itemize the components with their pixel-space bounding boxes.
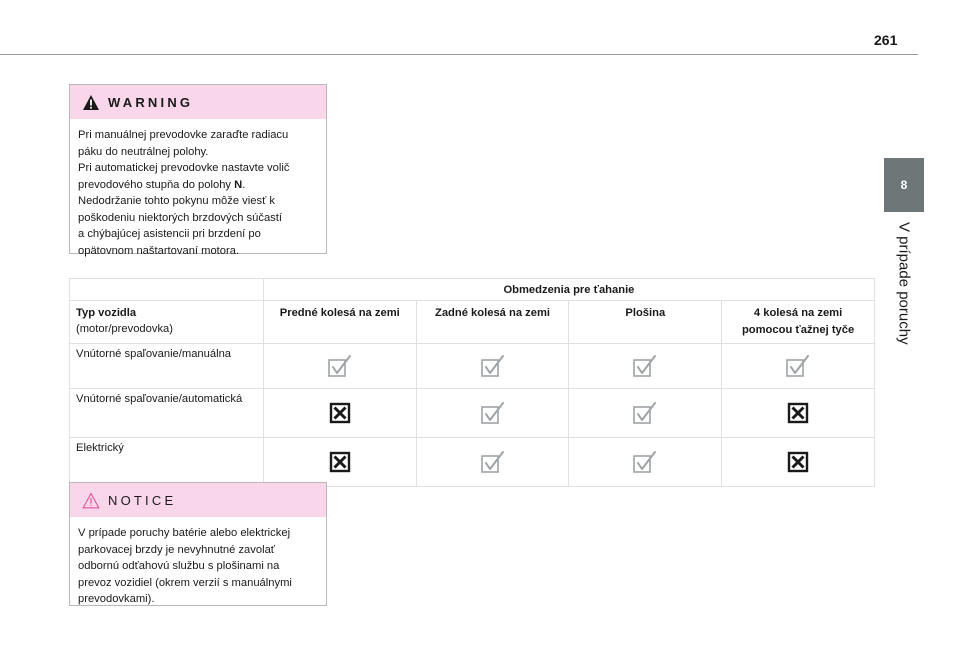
column-four-wheels-line1: 4 kolesá na zemi xyxy=(753,307,843,319)
cross-mark-icon xyxy=(327,450,353,474)
gear-position-n: N xyxy=(234,178,243,191)
mark-cell xyxy=(569,438,722,487)
table-row xyxy=(70,438,875,487)
warning-line-part: . xyxy=(242,178,246,191)
cross-mark-icon xyxy=(327,401,353,425)
check-mark-icon xyxy=(480,450,506,474)
warning-line-part: prevodového stupňa do polohy xyxy=(78,178,235,191)
notice-triangle-icon xyxy=(82,492,100,509)
notice-line: prevoz vozidiel (okrem verzií s manuálnymi xyxy=(78,576,292,589)
header-rule xyxy=(0,54,918,55)
mark-cell xyxy=(263,389,416,438)
towing-limits-header: Obmedzenia pre ťahanie xyxy=(263,279,874,301)
vehicle-type-subtitle: (motor/prevodovka) xyxy=(76,323,173,335)
notice-line: prevodovkami). xyxy=(78,593,155,605)
row-label: Elektrický xyxy=(70,438,264,487)
mark-cell xyxy=(263,344,416,389)
warning-line: opätovnom naštartovaní motora. xyxy=(78,244,240,257)
warning-box xyxy=(69,84,327,257)
mark-cell xyxy=(263,438,416,487)
warning-line: páku do neutrálnej polohy. xyxy=(78,145,209,158)
column-four-wheels xyxy=(722,301,875,344)
table-row xyxy=(70,389,875,438)
towing-limitations-table xyxy=(69,278,875,487)
column-four-wheels-line2: pomocou ťažnej tyče xyxy=(741,324,855,336)
row-label: Vnútorné spaľovanie/automatická xyxy=(70,389,264,438)
warning-line xyxy=(78,177,318,194)
check-mark-icon xyxy=(480,354,506,378)
mark-cell xyxy=(416,389,569,438)
mark-cell xyxy=(722,389,875,438)
chapter-tab[interactable]: 8 xyxy=(884,158,924,212)
column-rear-wheels: Zadné kolesá na zemi xyxy=(416,301,569,344)
warning-header xyxy=(70,85,326,119)
notice-line: parkovacej brzdy je nevyhnutné zavolať xyxy=(78,543,275,556)
warning-line: a chýbajúcej asistencii pri brzdení po xyxy=(78,228,261,240)
table-group-header-row xyxy=(70,279,875,301)
vehicle-type-title: Typ vozidla xyxy=(76,307,137,319)
cross-mark-icon xyxy=(785,450,811,474)
check-mark-icon xyxy=(480,401,506,425)
row-label: Vnútorné spaľovanie/manuálna xyxy=(70,344,264,389)
column-front-wheels: Predné kolesá na zemi xyxy=(263,301,416,344)
mark-cell xyxy=(416,438,569,487)
notice-line: odbornú odťahovú službu s plošinami na xyxy=(78,560,280,572)
warning-line: Nedodržanie tohto pokynu môže viesť k xyxy=(78,195,275,207)
check-mark-icon xyxy=(632,354,658,378)
cross-mark-icon xyxy=(785,401,811,425)
table-row xyxy=(70,344,875,389)
notice-text xyxy=(70,517,326,616)
check-mark-icon xyxy=(785,354,811,378)
warning-heading: WARNING xyxy=(108,94,194,110)
notice-header xyxy=(70,483,326,517)
warning-triangle-icon xyxy=(82,94,100,111)
notice-heading: NOTICE xyxy=(108,492,177,508)
chapter-title-text: V prípade poruchy xyxy=(895,222,913,345)
mark-cell xyxy=(416,344,569,389)
warning-line: Pri automatickej prevodovke nastavte volič xyxy=(78,162,290,174)
notice-line: V prípade poruchy batérie alebo elektrickej xyxy=(78,527,291,539)
table-column-header-row xyxy=(70,301,875,344)
warning-line: poškodeniu niektorých brzdových súčastí xyxy=(78,211,282,224)
mark-cell xyxy=(722,438,875,487)
check-mark-icon xyxy=(632,401,658,425)
page-number: 261 xyxy=(874,32,898,48)
warning-text xyxy=(70,119,326,267)
mark-cell xyxy=(569,344,722,389)
check-mark-icon xyxy=(632,450,658,474)
notice-box xyxy=(69,482,327,606)
mark-cell xyxy=(569,389,722,438)
chapter-title xyxy=(878,222,930,352)
vehicle-type-header xyxy=(70,301,264,344)
mark-cell xyxy=(722,344,875,389)
warning-line: Pri manuálnej prevodovke zaraďte radiacu xyxy=(78,129,289,141)
check-mark-icon xyxy=(327,354,353,378)
table-empty-corner xyxy=(70,279,264,301)
column-platform: Plošina xyxy=(569,301,722,344)
